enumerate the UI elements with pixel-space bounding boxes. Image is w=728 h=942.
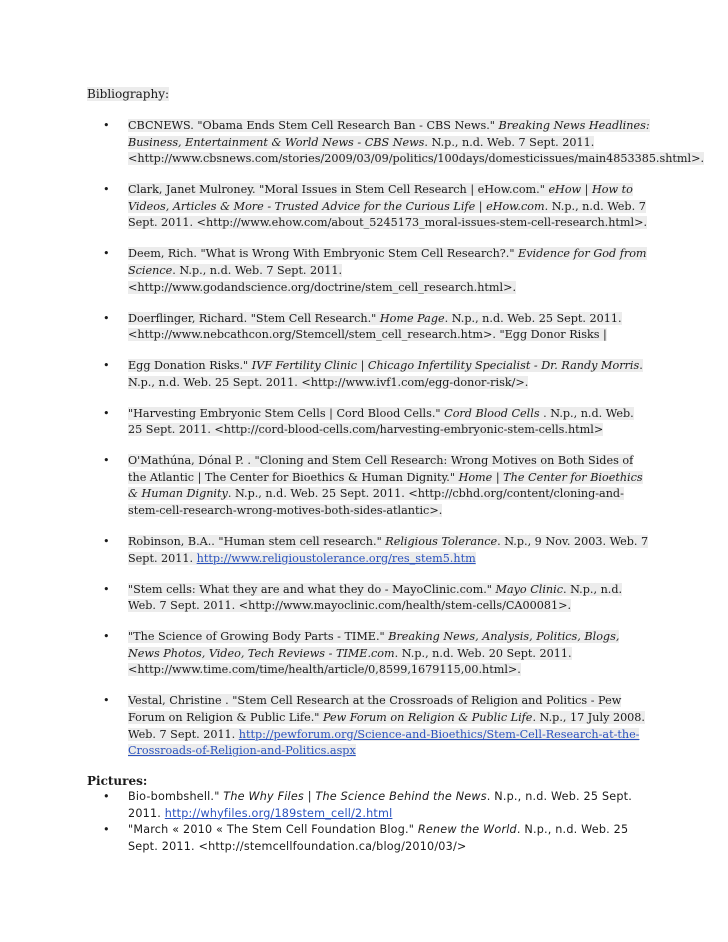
citation-text: Doerflinger, Richard. "Stem Cell Research." bbox=[128, 311, 380, 325]
bibliography-entry bbox=[85, 406, 650, 439]
citation-details: . N.p., 17 July 2008. Web. 7 Sept. 2011. bbox=[128, 710, 645, 741]
citation-text: "Stem cells: What they are and what they do - MayoClinic.com." bbox=[128, 582, 496, 596]
citation-source-title: Home Page bbox=[379, 311, 445, 325]
citation-link[interactable]: http://www.religioustolerance.org/res_stem5.htm bbox=[196, 551, 476, 565]
bibliography-entry bbox=[85, 582, 650, 615]
picture-citation bbox=[128, 790, 632, 820]
bibliography-heading: Bibliography: bbox=[87, 87, 170, 101]
citation-details: . N.p., n.d. Web. 25 Sept. 2011. <http://stemcellfoundation.ca/blog/2010/03/> bbox=[128, 823, 629, 853]
bibliography-entry bbox=[85, 311, 650, 344]
picture-citation bbox=[128, 823, 628, 853]
bullet-icon: • bbox=[103, 406, 110, 420]
bibliography-citation bbox=[128, 694, 645, 757]
citation-details: . N.p., n.d. Web. 7 Sept. 2011. <http://www.ehow.com/about_5245173_moral-issues-stem-cell-research.html>. bbox=[128, 199, 648, 230]
citation-details: . N.p., n.d. Web. 25 Sept. 2011. <http://www.nebcathcon.org/Stemcell/stem_cell_research.htm>. "Egg Donor Risks | bbox=[128, 311, 622, 342]
bibliography-entry bbox=[85, 629, 650, 679]
citation-source-title: Mayo Clinic bbox=[495, 582, 563, 596]
citation-link[interactable]: http://whyfiles.org/189stem_cell/2.html bbox=[164, 806, 393, 820]
citation-details: . N.p., n.d. Web. 7 Sept. 2011. <http://www.mayoclinic.com/health/stem-cells/CA00081>. bbox=[128, 582, 623, 613]
citation-source-title: IVF Fertility Clinic | Chicago Infertility Specialist - Dr. Randy Morris bbox=[251, 359, 640, 373]
bibliography-citation bbox=[128, 119, 704, 165]
citation-link[interactable]: http://pewforum.org/Science-and-Bioethics/Stem-Cell-Research-at-the-Crossroads-of-Religion-and-Politics.aspx bbox=[128, 727, 640, 758]
bullet-icon: • bbox=[103, 183, 110, 197]
citation-source-title: Renew the World bbox=[417, 823, 517, 837]
citation-source-title: Cord Blood Cells bbox=[444, 406, 540, 420]
citation-text: "Harvesting Embryonic Stem Cells | Cord Blood Cells." bbox=[128, 406, 445, 420]
citation-source-title: eHow | How to Videos, Articles & More - Trusted Advice for the Curious Life | eHow.com bbox=[128, 183, 633, 213]
citation-text: "The Science of Growing Body Parts - TIME." bbox=[128, 630, 389, 644]
bullet-icon: • bbox=[103, 359, 110, 373]
bibliography-citation bbox=[128, 183, 647, 229]
bibliography-entry bbox=[85, 246, 650, 296]
bullet-icon: • bbox=[103, 119, 110, 132]
citation-source-title: Breaking News, Analysis, Politics, Blogs, News Photos, Video, Tech Reviews - TIME.com bbox=[128, 630, 620, 660]
citation-details: . N.p., n.d. Web. 25 Sept. 2011. bbox=[128, 790, 632, 820]
bullet-icon: • bbox=[103, 454, 110, 468]
citation-source-title: Breaking News Headlines: Business, Entertainment & World News - CBS News bbox=[128, 119, 650, 149]
pictures-heading: Pictures: bbox=[87, 774, 148, 788]
citation-text: Deem, Rich. "What is Wrong With Embryonic Stem Cell Research?." bbox=[128, 247, 519, 261]
bibliography-citation bbox=[128, 407, 634, 437]
bibliography-entry bbox=[85, 693, 650, 759]
citation-text: Egg Donation Risks." bbox=[128, 359, 252, 373]
bibliography-entry bbox=[85, 453, 650, 519]
pictures-list bbox=[85, 789, 645, 855]
citation-text: Vestal, Christine . "Stem Cell Research at the Crossroads of Religion and Politics - Pew Forum on Religion & Public Life." bbox=[128, 694, 622, 724]
bibliography-citation bbox=[128, 312, 622, 342]
citation-text: O'Mathúna, Dónal P. . "Cloning and Stem Cell Research: Wrong Motives on Both Sides of the Atlantic | The Center for Bioethics & Human Dignity." bbox=[128, 454, 634, 484]
bullet-icon: • bbox=[103, 247, 110, 261]
citation-source-title: Home | The Center for Bioethics & Human Dignity bbox=[128, 470, 643, 501]
bullet-icon: • bbox=[103, 535, 110, 549]
citation-details: . N.p., 9 Nov. 2003. Web. 7 Sept. 2011. bbox=[128, 535, 649, 565]
citation-text: Clark, Janet Mulroney. "Moral Issues in Stem Cell Research | eHow.com." bbox=[128, 183, 549, 197]
citation-details: . N.p., n.d. Web. 25 Sept. 2011. <http://cord-blood-cells.com/harvesting-embryonic-stem-cells.html> bbox=[128, 406, 634, 437]
citation-details: . N.p., n.d. Web. 7 Sept. 2011.<http://www.cbsnews.com/stories/2009/03/09/politics/100days/domesticissues/main4853385.shtml>. bbox=[128, 135, 705, 166]
citation-details: . N.p., n.d. Web. 25 Sept. 2011. <http://cbhd.org/content/cloning-and-stem-cell-research-wrong-motives-both-sides-atlantic>. bbox=[128, 487, 624, 518]
citation-details: . N.p., n.d. Web. 25 Sept. 2011. <http://www.ivf1.com/egg-donor-risk/>. bbox=[128, 359, 643, 389]
bibliography-entry bbox=[85, 358, 650, 391]
bibliography-entry bbox=[85, 534, 650, 567]
picture-entry bbox=[85, 789, 645, 822]
citation-source-title: Religious Tolerance bbox=[385, 535, 498, 549]
citation-text: Robinson, B.A.. "Human stem cell research." bbox=[128, 535, 386, 549]
bibliography-citation bbox=[128, 454, 643, 517]
bibliography-citation bbox=[128, 583, 622, 613]
citation-details: . N.p., n.d. Web. 20 Sept. 2011. <http://www.time.com/time/health/article/0,8599,1679115,00.html>. bbox=[128, 646, 572, 677]
bullet-icon: • bbox=[103, 630, 110, 644]
citation-source-title: Pew Forum on Religion & Public Life bbox=[322, 710, 533, 724]
citation-text: CBCNEWS. "Obama Ends Stem Cell Research Ban - CBS News." bbox=[128, 119, 499, 132]
bibliography-list bbox=[85, 118, 705, 774]
bullet-icon: • bbox=[103, 582, 110, 596]
citation-text: "March « 2010 « The Stem Cell Foundation Blog." bbox=[128, 823, 418, 837]
citation-text: Bio-bombshell." bbox=[128, 790, 224, 803]
citation-source-title: The Why Files | The Science Behind the News bbox=[223, 790, 487, 803]
bibliography-entry bbox=[85, 118, 705, 168]
citation-source-title: Evidence for God from Science bbox=[128, 247, 647, 277]
bibliography-citation bbox=[128, 535, 648, 565]
bullet-icon: • bbox=[103, 790, 110, 803]
picture-entry bbox=[85, 822, 645, 855]
bibliography-citation bbox=[128, 247, 647, 293]
bibliography-citation bbox=[128, 630, 619, 676]
bibliography-entry bbox=[85, 182, 650, 232]
bullet-icon: • bbox=[103, 311, 110, 325]
citation-details: . N.p., n.d. Web. 7 Sept. 2011. <http://www.godandscience.org/doctrine/stem_cell_research.html>. bbox=[128, 263, 517, 294]
bullet-icon: • bbox=[103, 694, 110, 708]
bullet-icon: • bbox=[103, 823, 110, 837]
bibliography-citation bbox=[128, 359, 643, 389]
